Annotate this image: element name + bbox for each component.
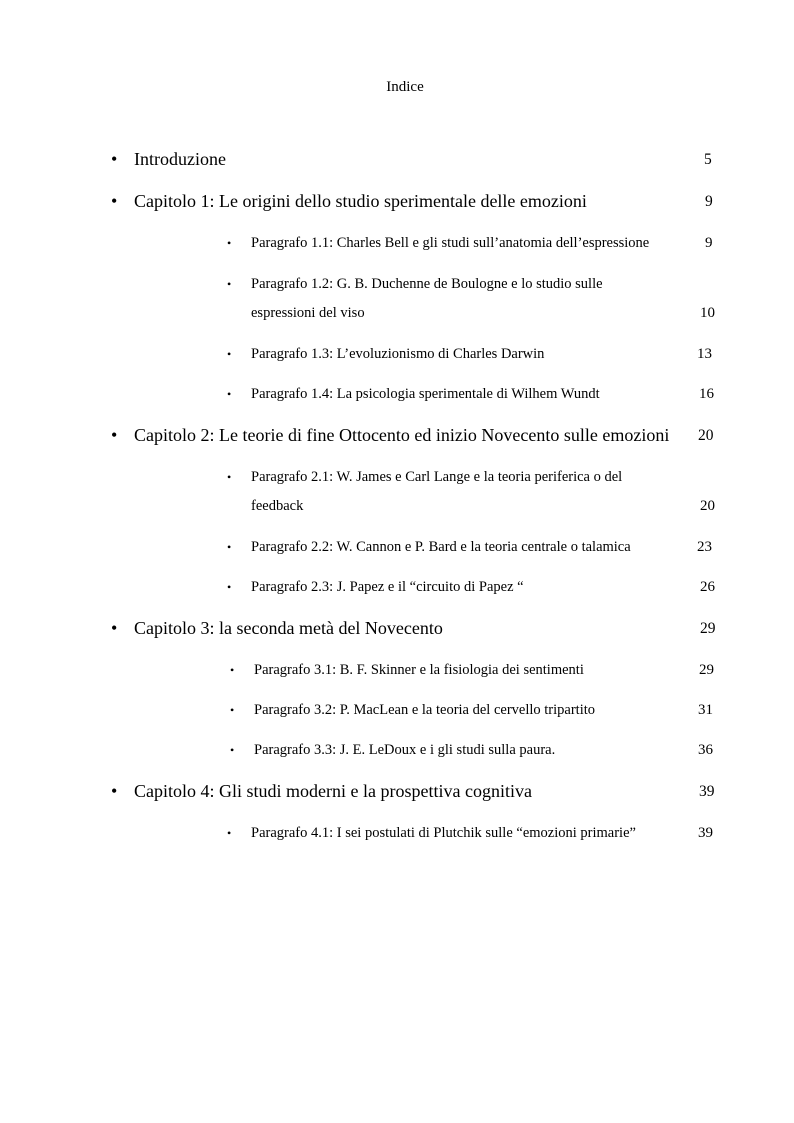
toc-chapter-title: Capitolo 3: la seconda metà del Novecento	[134, 618, 443, 638]
toc-page-number: 39	[699, 783, 715, 800]
toc-page-number: 13	[697, 346, 712, 362]
toc-page-number: 10	[700, 305, 715, 321]
toc-page-number: 39	[698, 825, 713, 841]
bullet-icon: •	[111, 425, 118, 445]
bullet-icon: •	[227, 277, 232, 291]
toc-page-number: 16	[699, 386, 714, 402]
toc-page-number: 31	[698, 702, 713, 718]
toc-paragraph-title: Paragrafo 2.2: W. Cannon e P. Bard e la teoria centrale o talamica	[251, 539, 631, 555]
toc-page-number: 9	[705, 235, 713, 251]
toc-page-number: 23	[697, 539, 712, 555]
bullet-icon: •	[227, 826, 232, 840]
toc-chapter-title: Capitolo 2: Le teorie di fine Ottocento ed inizio Novecento sulle emozioni	[134, 425, 670, 445]
toc-page-number: 29	[700, 620, 716, 637]
toc-paragraph-title: Paragrafo 3.3: J. E. LeDoux e i gli studi sulla paura.	[254, 742, 556, 758]
page-title: Indice	[386, 79, 424, 95]
toc-paragraph-title: Paragrafo 1.3: L’evoluzionismo di Charles Darwin	[251, 346, 545, 362]
bullet-icon: •	[230, 743, 235, 757]
toc-paragraph-title: Paragrafo 1.2: G. B. Duchenne de Boulogne e lo studio sulle	[251, 276, 603, 292]
bullet-icon: •	[111, 618, 118, 638]
toc-page-number: 9	[705, 193, 713, 210]
bullet-icon: •	[227, 540, 232, 554]
toc-paragraph-title: Paragrafo 1.1: Charles Bell e gli studi sull’anatomia dell’espressione	[251, 235, 650, 251]
toc-paragraph-title: Paragrafo 2.3: J. Papez e il “circuito di Papez “	[251, 579, 524, 595]
toc-page-number: 5	[704, 151, 712, 168]
bullet-icon: •	[111, 191, 118, 211]
bullet-icon: •	[227, 470, 232, 484]
toc-paragraph-title: Paragrafo 3.2: P. MacLean e la teoria del cervello tripartito	[254, 702, 596, 718]
toc-page-number: 20	[698, 427, 714, 444]
toc-page-number: 36	[698, 742, 713, 758]
toc-chapter-title: Capitolo 4: Gli studi moderni e la prospettiva cognitiva	[134, 781, 532, 801]
bullet-icon: •	[230, 663, 235, 677]
toc-chapter-title: Introduzione	[134, 149, 226, 169]
toc-paragraph-title: Paragrafo 2.1: W. James e Carl Lange e la teoria periferica o del	[251, 469, 623, 485]
toc-paragraph-title: Paragrafo 3.1: B. F. Skinner e la fisiologia dei sentimenti	[254, 662, 584, 678]
bullet-icon: •	[111, 149, 118, 169]
toc-chapter-title: Capitolo 1: Le origini dello studio sperimentale delle emozioni	[134, 191, 587, 211]
toc-paragraph-title: Paragrafo 4.1: I sei postulati di Plutchik sulle “emozioni primarie”	[251, 825, 636, 841]
bullet-icon: •	[111, 781, 118, 801]
toc-page-number: 26	[700, 579, 715, 595]
bullet-icon: •	[230, 703, 235, 717]
bullet-icon: •	[227, 580, 232, 594]
bullet-icon: •	[227, 387, 232, 401]
toc-paragraph-continuation: feedback	[251, 498, 304, 514]
bullet-icon: •	[227, 236, 232, 250]
bullet-icon: •	[227, 347, 232, 361]
toc-page-number: 29	[699, 662, 714, 678]
toc-page-number: 20	[700, 498, 715, 514]
toc-paragraph-continuation: espressioni del viso	[251, 305, 365, 321]
toc-paragraph-title: Paragrafo 1.4: La psicologia sperimentale di Wilhem Wundt	[251, 386, 600, 402]
